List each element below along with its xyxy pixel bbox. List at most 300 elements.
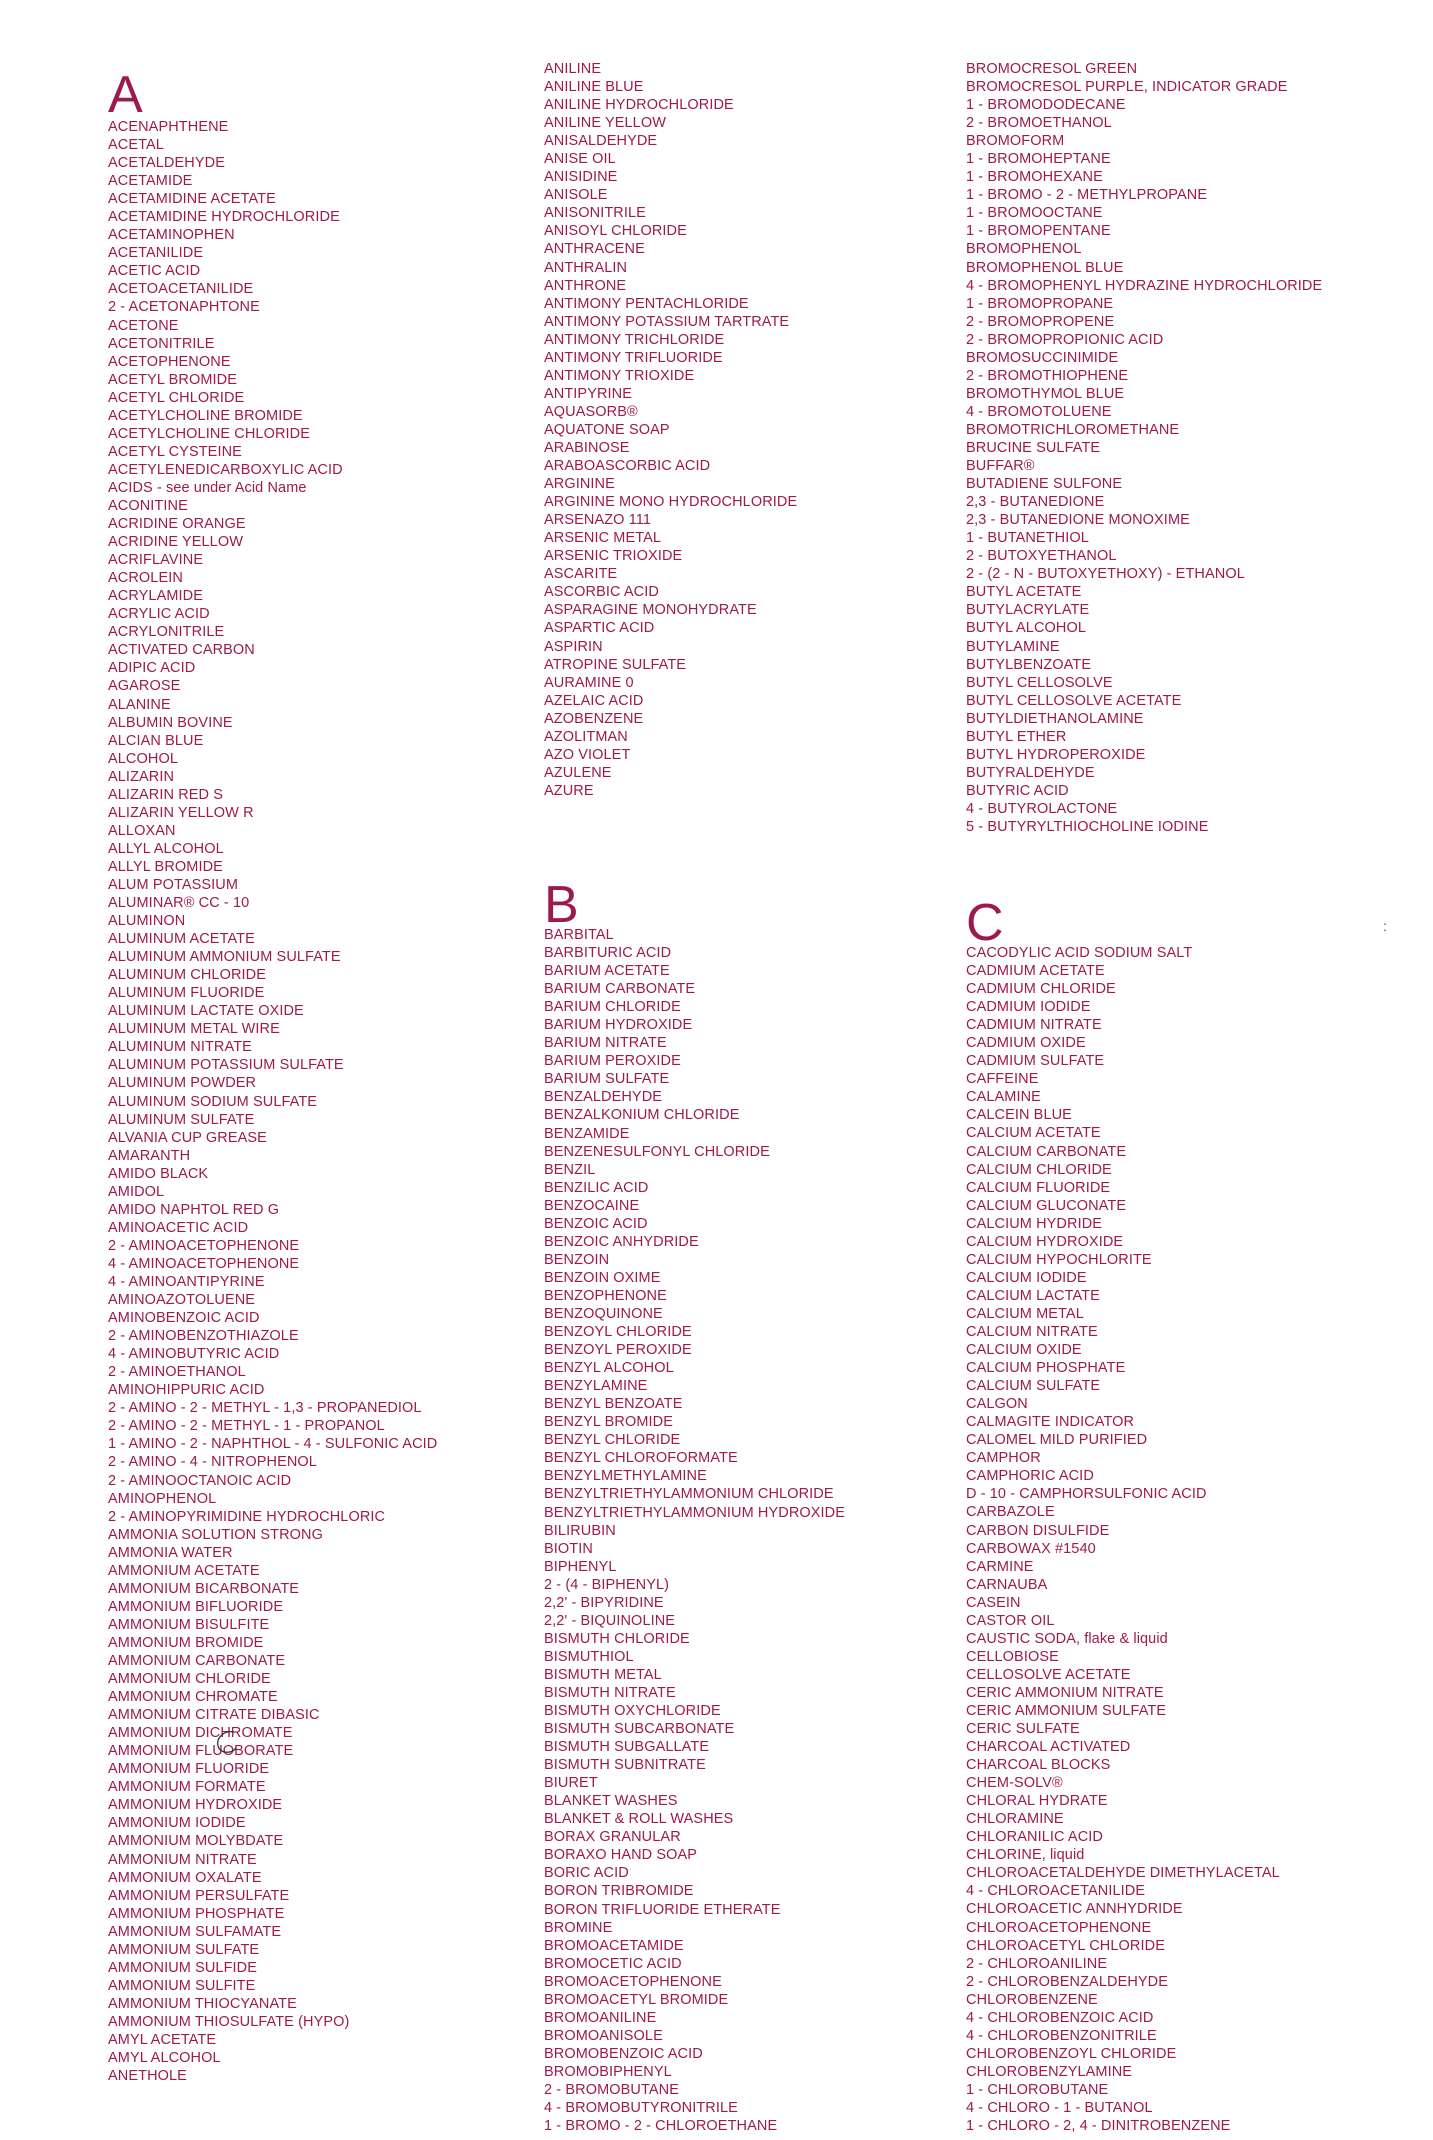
list-item: ANISALDEHYDE: [544, 133, 658, 150]
list-item: AZELAIC ACID: [544, 692, 644, 709]
list-item: BUTYLACRYLATE: [966, 602, 1090, 619]
list-item: CALCIUM CHLORIDE: [966, 1161, 1112, 1178]
list-item: 1 - BROMOHEXANE: [966, 169, 1103, 186]
list-item: AGAROSE: [108, 678, 181, 695]
list-item: CAMPHORIC ACID: [966, 1468, 1094, 1485]
list-item: BLANKET & ROLL WASHES: [544, 1811, 734, 1828]
list-item: ACETAL: [108, 137, 164, 154]
list-item: 2 - CHLOROANILINE: [966, 1955, 1108, 1972]
list-item: 2 - BROMOTHIOPHENE: [966, 367, 1129, 384]
list-item: ACETALDEHYDE: [108, 155, 225, 172]
list-item: CHLOROBENZOYL CHLORIDE: [966, 2045, 1177, 2062]
list-item: CARBAZOLE: [966, 1504, 1055, 1521]
list-item: ALLOXAN: [108, 822, 176, 839]
list-item: CHLOROBENZENE: [966, 1991, 1098, 2008]
list-item: ANTHRONE: [544, 277, 627, 294]
list-item: CHLORINE, liquid: [966, 1847, 1085, 1864]
list-item: 2 - ACETONAPHTONE: [108, 299, 260, 316]
list-item: AMMONIUM BISULFITE: [108, 1616, 270, 1633]
list-item: AMMONIUM FORMATE: [108, 1779, 266, 1796]
list-item: 4 - BROMOTOLUENE: [966, 403, 1112, 420]
list-item: 4 - CHLOROBENZOIC ACID: [966, 2009, 1154, 2026]
list-item: 2 - BROMOPROPIONIC ACID: [966, 331, 1164, 348]
list-item: CALCIUM HYDROXIDE: [966, 1233, 1124, 1250]
list-item: ALCIAN BLUE: [108, 732, 204, 749]
list-item: ALUMINUM NITRATE: [108, 1039, 252, 1056]
list-item: ANISE OIL: [544, 151, 616, 168]
list-item: ANTIMONY TRICHLORIDE: [544, 331, 725, 348]
list-item: AMMONIUM CHROMATE: [108, 1689, 278, 1706]
list-item: ALCOHOL: [108, 750, 178, 767]
list-item: CARBON DISULFIDE: [966, 1522, 1110, 1539]
list-item: BARIUM NITRATE: [544, 1035, 667, 1052]
list-item: CHARCOAL ACTIVATED: [966, 1739, 1131, 1756]
list-item: ACETAMINOPHEN: [108, 227, 235, 244]
list-item: ASCARITE: [544, 566, 618, 583]
section-letter-c: C: [966, 894, 1004, 952]
list-item: AMMONIUM PERSULFATE: [108, 1887, 290, 1904]
list-item: AZOLITMAN: [544, 728, 628, 745]
list-item: BARIUM ACETATE: [544, 963, 670, 980]
list-item: CARMINE: [966, 1558, 1034, 1575]
list-item: CERIC SULFATE: [966, 1721, 1080, 1738]
list-item: ARSENIC METAL: [544, 530, 662, 547]
pen-circle-mark: [212, 1728, 242, 1758]
list-item: BUTYL HYDROPEROXIDE: [966, 746, 1146, 763]
list-item: BUTYL ALCOHOL: [966, 620, 1087, 637]
list-item: CALCIUM CARBONATE: [966, 1143, 1127, 1160]
list-item: BENZOYL CHLORIDE: [544, 1324, 692, 1341]
list-item: CALCIUM METAL: [966, 1305, 1084, 1322]
list-item: ALUMINUM POTASSIUM SULFATE: [108, 1057, 344, 1074]
list-item: 2,2' - BIPYRIDINE: [544, 1594, 664, 1611]
list-item: BARIUM HYDROXIDE: [544, 1017, 693, 1034]
list-item: ARABOASCORBIC ACID: [544, 458, 711, 475]
list-item: ANISIDINE: [544, 169, 618, 186]
list-item: ACETOPHENONE: [108, 353, 231, 370]
list-item: AMMONIUM IODIDE: [108, 1815, 246, 1832]
list-item: 2 - CHLOROBENZALDEHYDE: [966, 1973, 1169, 1990]
list-item: BENZENESULFONYL CHLORIDE: [544, 1143, 770, 1160]
list-item: ACRIDINE ORANGE: [108, 516, 246, 533]
list-item: ALLYL ALCOHOL: [108, 840, 224, 857]
list-item: ALUM POTASSIUM: [108, 876, 239, 893]
list-item: CELLOSOLVE ACETATE: [966, 1666, 1131, 1683]
list-item: 2 - AMINO - 4 - NITROPHENOL: [108, 1454, 317, 1471]
list-item: 2 - AMINO - 2 - METHYL - 1 - PROPANOL: [108, 1418, 385, 1435]
list-item: AMMONIUM MOLYBDATE: [108, 1833, 284, 1850]
list-item: CERIC AMMONIUM SULFATE: [966, 1702, 1167, 1719]
list-item: ACRYLAMIDE: [108, 588, 204, 605]
list-item: BROMINE: [544, 1919, 613, 1936]
list-item: ANILINE HYDROCHLORIDE: [544, 97, 734, 114]
list-item: 1 - BROMODODECANE: [966, 97, 1126, 114]
list-item: CADMIUM SULFATE: [966, 1053, 1105, 1070]
list-item: BROMOCRESOL GREEN: [966, 61, 1138, 77]
list-item: ASPARAGINE MONOHYDRATE: [544, 602, 757, 619]
list-item: ALIZARIN: [108, 768, 175, 785]
list-item: ACETYL BROMIDE: [108, 371, 237, 388]
list-item: BENZOIC ANHYDRIDE: [544, 1233, 699, 1250]
list-item: BROMOCETIC ACID: [544, 1955, 682, 1972]
list-item: ALUMINUM METAL WIRE: [108, 1021, 280, 1038]
list-item: AMMONIUM NITRATE: [108, 1851, 257, 1868]
list-item: ANTIMONY POTASSIUM TARTRATE: [544, 313, 790, 330]
list-item: BUTYRIC ACID: [966, 782, 1069, 799]
list-item: AMMONIUM FLUOBORATE: [108, 1743, 294, 1760]
list-item: AMMONIUM SULFATE: [108, 1941, 260, 1958]
list-item: ACTIVATED CARBON: [108, 642, 255, 659]
list-item: AMMONIUM BIFLUORIDE: [108, 1598, 284, 1615]
list-item: BROMOACETOPHENONE: [544, 1973, 722, 1990]
list-item: BILIRUBIN: [544, 1522, 616, 1539]
list-item: CAFFEINE: [966, 1071, 1039, 1088]
list-item: 2 - AMINOPYRIMIDINE HYDROCHLORIC: [108, 1508, 386, 1525]
list-item: AMMONIUM FLUORIDE: [108, 1761, 270, 1778]
list-item: BUTYLDIETHANOLAMINE: [966, 710, 1144, 727]
list-item: BROMOTRICHLOROMETHANE: [966, 421, 1180, 438]
list-item: CALMAGITE INDICATOR: [966, 1414, 1135, 1431]
list-item: 2 - BROMOETHANOL: [966, 115, 1112, 132]
list-item: CARNAUBA: [966, 1576, 1048, 1593]
list-item: AZO VIOLET: [544, 746, 631, 763]
list-item: CALCIUM IODIDE: [966, 1269, 1087, 1286]
list-item: BENZYLAMINE: [544, 1378, 648, 1395]
list-item: AMYL ACETATE: [108, 2031, 217, 2048]
list-item: CALCEIN BLUE: [966, 1107, 1072, 1124]
list-item: ACETYL CYSTEINE: [108, 443, 242, 460]
list-item: CHEM-SOLV®: [966, 1775, 1063, 1792]
list-item: CALCIUM LACTATE: [966, 1287, 1100, 1304]
list-item: CHLORAMINE: [966, 1811, 1064, 1828]
list-item: BUTYL CELLOSOLVE ACETATE: [966, 692, 1182, 709]
list-item: ACETYLCHOLINE BROMIDE: [108, 407, 303, 424]
list-item: CHLORANILIC ACID: [966, 1829, 1103, 1846]
list-item: 1 - BUTANETHIOL: [966, 530, 1089, 547]
list-item: AMMONIUM THIOSULFATE (HYPO): [108, 2013, 350, 2030]
list-item: ACROLEIN: [108, 570, 183, 587]
list-item: 2 - BUTOXYETHANOL: [966, 548, 1117, 565]
list-item: BROMOBENZOIC ACID: [544, 2045, 703, 2062]
list-item: AMMONIUM CHLORIDE: [108, 1671, 271, 1688]
list-item: 1 - BROMO - 2 - CHLOROETHANE: [544, 2118, 778, 2135]
list-item: AMINOPHENOL: [108, 1490, 217, 1507]
list-item: 4 - CHLORO - 1 - BUTANOL: [966, 2100, 1153, 2116]
list-item: ACIDS - see under Acid Name: [108, 479, 307, 496]
list-item: ACETANILIDE: [108, 245, 204, 262]
list-item: ALIZARIN RED S: [108, 786, 224, 803]
list-item: AMMONIUM BROMIDE: [108, 1634, 264, 1651]
list-item: 4 - AMINOBUTYRIC ACID: [108, 1346, 280, 1363]
list-item: 1 - AMINO - 2 - NAPHTHOL - 4 - SULFONIC ACID: [108, 1436, 438, 1453]
list-item: ALUMINUM LACTATE OXIDE: [108, 1003, 304, 1020]
list-item: CARBOWAX #1540: [966, 1540, 1096, 1557]
list-item: ACONITINE: [108, 497, 188, 514]
list-item: BENZIL: [544, 1161, 596, 1178]
list-item: BLANKET WASHES: [544, 1793, 678, 1810]
list-item: ARSENAZO 111: [544, 512, 652, 529]
list-item: CALCIUM NITRATE: [966, 1323, 1098, 1340]
list-item: BISMUTH METAL: [544, 1666, 662, 1683]
list-item: 5 - BUTYRYLTHIOCHOLINE IODINE: [966, 818, 1209, 835]
list-item: ALIZARIN YELLOW R: [108, 804, 254, 821]
list-item: BROMOPHENOL BLUE: [966, 259, 1124, 276]
list-item: AMMONIUM CARBONATE: [108, 1652, 286, 1669]
list-item: BUTYL ACETATE: [966, 584, 1082, 601]
list-item: ALVANIA CUP GREASE: [108, 1129, 267, 1146]
list-item: BENZOYL PEROXIDE: [544, 1342, 692, 1359]
list-item: 2 - AMINO - 2 - METHYL - 1,3 - PROPANEDIOL: [108, 1400, 422, 1417]
list-item: AMMONIUM SULFIDE: [108, 1959, 258, 1976]
list-item: ALUMINUM POWDER: [108, 1075, 257, 1092]
list-item: 2 - AMINOACETOPHENONE: [108, 1237, 300, 1254]
list-item: BENZOPHENONE: [544, 1287, 667, 1304]
list-item: BUTADIENE SULFONE: [966, 476, 1123, 493]
list-item: 2 - (2 - N - BUTOXYETHOXY) - ETHANOL: [966, 566, 1245, 583]
list-item: BORON TRIFLUORIDE ETHERATE: [544, 1901, 781, 1918]
list-item: 1 - BROMOPROPANE: [966, 295, 1114, 312]
list-item: CALCIUM HYPOCHLORITE: [966, 1251, 1152, 1268]
list-item: ANTIMONY TRIOXIDE: [544, 367, 695, 384]
list-item: BARIUM CARBONATE: [544, 981, 696, 998]
list-item: BROMOACETYL BROMIDE: [544, 1991, 729, 2008]
list-item: 2,3 - BUTANEDIONE MONOXIME: [966, 512, 1190, 529]
list-item: BENZOQUINONE: [544, 1305, 663, 1322]
list-item: ATROPINE SULFATE: [544, 656, 687, 673]
list-item: BROMOACETAMIDE: [544, 1937, 684, 1954]
list-item: BENZOCAINE: [544, 1197, 640, 1214]
list-item: BUTYLAMINE: [966, 638, 1060, 655]
list-item: CHLORAL HYDRATE: [966, 1793, 1108, 1810]
list-item: BENZYLMETHYLAMINE: [544, 1468, 707, 1485]
list-item: ANETHOLE: [108, 2068, 187, 2085]
list-item: BISMUTH CHLORIDE: [544, 1630, 690, 1647]
list-item: AQUASORB®: [544, 403, 638, 420]
list-item: ACETIC ACID: [108, 263, 201, 280]
list-item: CHLOROACETYL CHLORIDE: [966, 1937, 1165, 1954]
list-item: 2 - AMINOOCTANOIC ACID: [108, 1472, 292, 1489]
list-item: AMINOBENZOIC ACID: [108, 1310, 260, 1327]
list-item: BRUCINE SULFATE: [966, 439, 1101, 456]
list-item: BENZYL BENZOATE: [544, 1396, 683, 1413]
list-item: CALCIUM OXIDE: [966, 1342, 1082, 1359]
list-item: 2 - (4 - BIPHENYL): [544, 1576, 670, 1593]
list-item: ANISOLE: [544, 187, 608, 204]
list-item: 1 - CHLOROBUTANE: [966, 2081, 1109, 2098]
list-item: ARSENIC TRIOXIDE: [544, 548, 683, 565]
list-item: BARIUM PEROXIDE: [544, 1053, 681, 1070]
list-item: 2 - BROMOBUTANE: [544, 2082, 679, 2098]
list-item: AMMONIUM SULFAMATE: [108, 1923, 282, 1940]
list-item: CALCIUM FLUORIDE: [966, 1179, 1111, 1196]
list-item: ANILINE YELLOW: [544, 115, 667, 132]
list-item: ALUMINAR® CC - 10: [108, 895, 250, 912]
list-item: CALCIUM PHOSPHATE: [966, 1360, 1126, 1377]
section-letter-a: A: [108, 66, 143, 124]
section-b-list: [544, 926, 845, 2135]
list-item: AMMONIUM THIOCYANATE: [108, 1995, 297, 2012]
list-item: ACETAMIDINE ACETATE: [108, 191, 276, 208]
section-a-continued-list: [544, 60, 797, 800]
list-item: 2,2' - BIQUINOLINE: [544, 1612, 676, 1629]
list-item: ASCORBIC ACID: [544, 584, 659, 601]
list-item: 1 - CHLORO - 2, 4 - DINITROBENZENE: [966, 2118, 1231, 2135]
list-item: ACETYLENEDICARBOXYLIC ACID: [108, 461, 343, 478]
list-item: BENZYLTRIETHYLAMMONIUM HYDROXIDE: [544, 1504, 846, 1521]
list-item: AZURE: [544, 782, 594, 799]
list-item: 2 - AMINOETHANOL: [108, 1364, 246, 1381]
list-item: ARABINOSE: [544, 439, 630, 456]
list-item: ACETAMIDINE HYDROCHLORIDE: [108, 209, 340, 226]
list-item: ANTIMONY PENTACHLORIDE: [544, 295, 749, 312]
list-item: 2 - BROMOPROPENE: [966, 313, 1115, 330]
list-item: AMMONIA SOLUTION STRONG: [108, 1526, 323, 1543]
list-item: ACRYLONITRILE: [108, 624, 225, 641]
list-item: BUTYL ETHER: [966, 728, 1067, 745]
list-item: AZOBENZENE: [544, 710, 644, 727]
list-item: ALUMINUM SULFATE: [108, 1111, 255, 1128]
list-item: AMMONIUM ACETATE: [108, 1562, 260, 1579]
list-item: 4 - CHLOROACETANILIDE: [966, 1883, 1146, 1900]
list-item: ALBUMIN BOVINE: [108, 714, 233, 731]
list-item: BROMOPHENOL: [966, 241, 1082, 258]
section-a-list: [108, 118, 437, 2085]
list-item: AMINOAZOTOLUENE: [108, 1292, 256, 1309]
list-item: BROMOTHYMOL BLUE: [966, 385, 1125, 402]
list-item: BENZYL CHLORIDE: [544, 1432, 681, 1449]
list-item: D - 10 - CAMPHORSULFONIC ACID: [966, 1486, 1207, 1503]
list-item: BISMUTH SUBCARBONATE: [544, 1721, 735, 1738]
list-item: CASEIN: [966, 1594, 1021, 1611]
list-item: BROMOCRESOL PURPLE, INDICATOR GRADE: [966, 79, 1288, 96]
list-item: BARBITURIC ACID: [544, 945, 672, 962]
list-item: CHLOROBENZYLAMINE: [966, 2063, 1133, 2080]
list-item: AMINOACETIC ACID: [108, 1219, 249, 1236]
list-item: CADMIUM IODIDE: [966, 999, 1091, 1016]
list-item: BROMOBIPHENYL: [544, 2063, 672, 2080]
list-item: CACODYLIC ACID SODIUM SALT: [966, 945, 1193, 961]
list-item: CHLOROACETOPHENONE: [966, 1919, 1152, 1936]
list-item: BROMOANISOLE: [544, 2027, 663, 2044]
list-item: 4 - BROMOPHENYL HYDRAZINE HYDROCHLORIDE: [966, 277, 1323, 294]
list-item: BENZYL ALCOHOL: [544, 1360, 674, 1377]
list-item: BENZYL CHLOROFORMATE: [544, 1450, 738, 1467]
list-item: 4 - CHLOROBENZONITRILE: [966, 2027, 1157, 2044]
list-item: BISMUTH OXYCHLORIDE: [544, 1703, 721, 1720]
list-item: CELLOBIOSE: [966, 1648, 1059, 1665]
list-item: AMMONIUM BICARBONATE: [108, 1580, 300, 1597]
list-item: BENZOIN: [544, 1251, 610, 1268]
list-item: CHLOROACETALDEHYDE DIMETHYLACETAL: [966, 1865, 1280, 1882]
list-item: CALCIUM SULFATE: [966, 1378, 1101, 1395]
list-item: BUTYL CELLOSOLVE: [966, 674, 1113, 691]
list-item: CALGON: [966, 1396, 1028, 1413]
list-item: BENZYL BROMIDE: [544, 1414, 673, 1431]
list-item: 2,3 - BUTANEDIONE: [966, 494, 1105, 511]
list-item: BROMOANILINE: [544, 2009, 657, 2026]
list-item: AMIDO NAPHTOL RED G: [108, 1201, 280, 1218]
list-item: ALLYL BROMIDE: [108, 858, 223, 875]
list-item: AMMONIUM HYDROXIDE: [108, 1797, 283, 1814]
list-item: ALANINE: [108, 696, 171, 713]
list-item: BARBITAL: [544, 927, 614, 943]
list-item: BORAXO HAND SOAP: [544, 1847, 698, 1864]
list-item: ACETAMIDE: [108, 173, 193, 190]
list-item: CALAMINE: [966, 1089, 1041, 1106]
list-item: ANTHRACENE: [544, 241, 645, 258]
list-item: BARIUM SULFATE: [544, 1071, 670, 1088]
list-item: AMMONIA WATER: [108, 1544, 233, 1561]
list-item: ACETONITRILE: [108, 335, 215, 352]
list-item: ALUMINON: [108, 913, 186, 930]
list-item: ACRIDINE YELLOW: [108, 534, 243, 551]
list-item: CALCIUM GLUCONATE: [966, 1197, 1127, 1214]
list-item: ALUMINUM SODIUM SULFATE: [108, 1093, 318, 1110]
list-item: ANTIMONY TRIFLUORIDE: [544, 349, 723, 366]
list-item: ARGININE: [544, 476, 615, 493]
list-item: 4 - BUTYROLACTONE: [966, 800, 1118, 817]
list-item: 1 - BROMO - 2 - METHYLPROPANE: [966, 187, 1208, 204]
section-b-continued-list: [966, 60, 1322, 836]
list-item: ALUMINUM AMMONIUM SULFATE: [108, 949, 341, 966]
list-item: 1 - BROMOHEPTANE: [966, 151, 1111, 168]
list-item: AQUATONE SOAP: [544, 421, 670, 438]
list-item: BARIUM CHLORIDE: [544, 999, 681, 1016]
list-item: BORIC ACID: [544, 1865, 629, 1882]
list-item: ANISONITRILE: [544, 205, 646, 222]
list-item: AMINOHIPPURIC ACID: [108, 1382, 265, 1399]
list-item: ASPIRIN: [544, 638, 603, 655]
list-item: AMIDO BLACK: [108, 1165, 209, 1182]
list-item: AMMONIUM OXALATE: [108, 1869, 262, 1886]
list-item: BROMOSUCCINIMIDE: [966, 349, 1119, 366]
list-item: ACRYLIC ACID: [108, 606, 210, 623]
list-item: ACENAPHTHENE: [108, 119, 229, 135]
list-item: CAMPHOR: [966, 1450, 1041, 1467]
list-item: BENZOIC ACID: [544, 1215, 648, 1232]
list-item: BORAX GRANULAR: [544, 1829, 681, 1846]
list-item: ALUMINUM FLUORIDE: [108, 985, 265, 1002]
list-item: BISMUTH NITRATE: [544, 1684, 676, 1701]
list-item: BIURET: [544, 1775, 598, 1792]
list-item: BENZOIN OXIME: [544, 1269, 661, 1286]
list-item: 2 - AMINOBENZOTHIAZOLE: [108, 1328, 299, 1345]
list-item: CALCIUM ACETATE: [966, 1125, 1101, 1142]
list-item: CADMIUM ACETATE: [966, 963, 1105, 980]
list-item: BISMUTH SUBNITRATE: [544, 1757, 706, 1774]
list-item: CADMIUM CHLORIDE: [966, 981, 1116, 998]
list-item: 4 - AMINOACETOPHENONE: [108, 1255, 300, 1272]
list-item: BENZAMIDE: [544, 1125, 630, 1142]
list-item: ANILINE: [544, 61, 602, 77]
list-item: AMARANTH: [108, 1147, 191, 1164]
list-item: AURAMINE 0: [544, 674, 634, 691]
list-item: BENZYLTRIETHYLAMMONIUM CHLORIDE: [544, 1486, 834, 1503]
list-item: CAUSTIC SODA, flake & liquid: [966, 1630, 1168, 1647]
list-item: BENZILIC ACID: [544, 1179, 649, 1196]
list-item: CALOMEL MILD PURIFIED: [966, 1432, 1148, 1449]
section-letter-b: B: [544, 876, 579, 934]
list-item: 1 - BROMOPENTANE: [966, 223, 1111, 240]
list-item: AMIDOL: [108, 1183, 165, 1200]
list-item: 1 - BROMOOCTANE: [966, 205, 1103, 222]
list-item: ANISOYL CHLORIDE: [544, 223, 687, 240]
list-item: ACETYL CHLORIDE: [108, 389, 245, 406]
list-item: BENZALKONIUM CHLORIDE: [544, 1107, 740, 1124]
list-item: AMMONIUM SULFITE: [108, 1977, 256, 1994]
section-c-list: [966, 944, 1280, 2135]
list-item: ACETYLCHOLINE CHLORIDE: [108, 425, 311, 442]
